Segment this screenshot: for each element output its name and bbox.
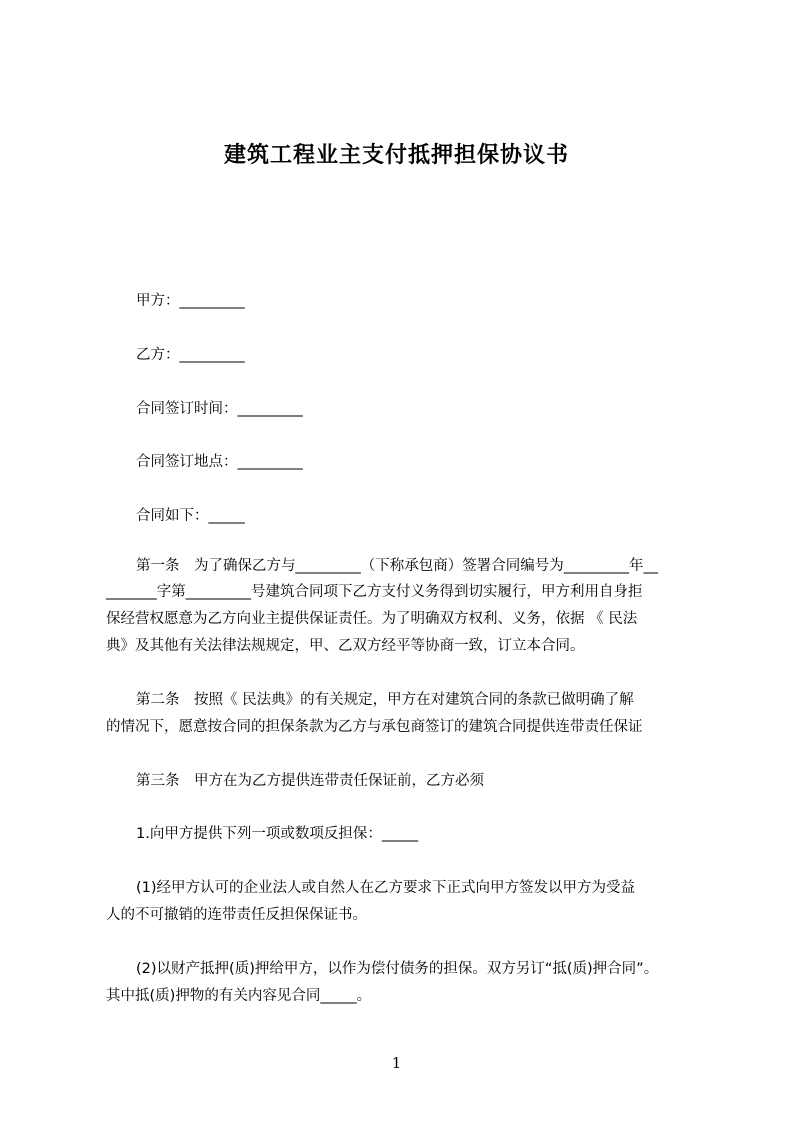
contract-as-follows: 合同如下：_____: [136, 508, 245, 524]
sub2-line2: 其中抵(质)押物的有关内容见合同_____。: [106, 988, 372, 1004]
article2-line2: 的情况下，愿意按合同的担保条款为乙方与承包商签订的建筑合同提供连带责任保证: [106, 719, 643, 735]
article2-line1: 第二条 按照《 民法典》的有关规定，甲方在对建筑合同的条款已做明确了解: [136, 692, 634, 708]
party-a-field: 甲方：_________: [136, 293, 245, 309]
page-number: 1: [391, 1054, 402, 1072]
article1-line1: 第一条 为了确保乙方与_________（下称承包商）签署合同编号为_________年__: [136, 558, 658, 574]
party-b-field: 乙方：_________: [136, 347, 245, 363]
article3-line1: 第三条 甲方在为乙方提供连带责任保证前，乙方必须: [136, 773, 484, 789]
sub2-line1: (2)以财产抵押(质)押给甲方，以作为偿付债务的担保。双方另订“抵(质)押合同”。: [136, 961, 659, 977]
article1-line4: 典》及其他有关法律法规规定，甲、乙双方经平等协商一致，订立本合同。: [106, 638, 585, 654]
sub1-line1: (1)经甲方认可的企业法人或自然人在乙方要求下正式向甲方签发以甲方为受益: [136, 880, 636, 896]
sign-place-field: 合同签订地点：_________: [136, 454, 303, 470]
sign-time-field: 合同签订时间：_________: [136, 401, 303, 417]
item1-line: 1.向甲方提供下列一项或数项反担保：_____: [136, 826, 419, 842]
sub1-line2: 人的不可撤销的连带责任反担保保证书。: [106, 907, 367, 923]
article1-line2: _______字第_________号建筑合同项下乙方支付义务得到切实履行，甲方利用自身拒: [106, 584, 643, 600]
document-title: 建筑工程业主支付抵押担保协议书: [223, 143, 569, 168]
article1-line3: 保经营权愿意为乙方向业主提供保证责任。为了明确双方权利、义务，依据 《 民法: [106, 611, 638, 627]
